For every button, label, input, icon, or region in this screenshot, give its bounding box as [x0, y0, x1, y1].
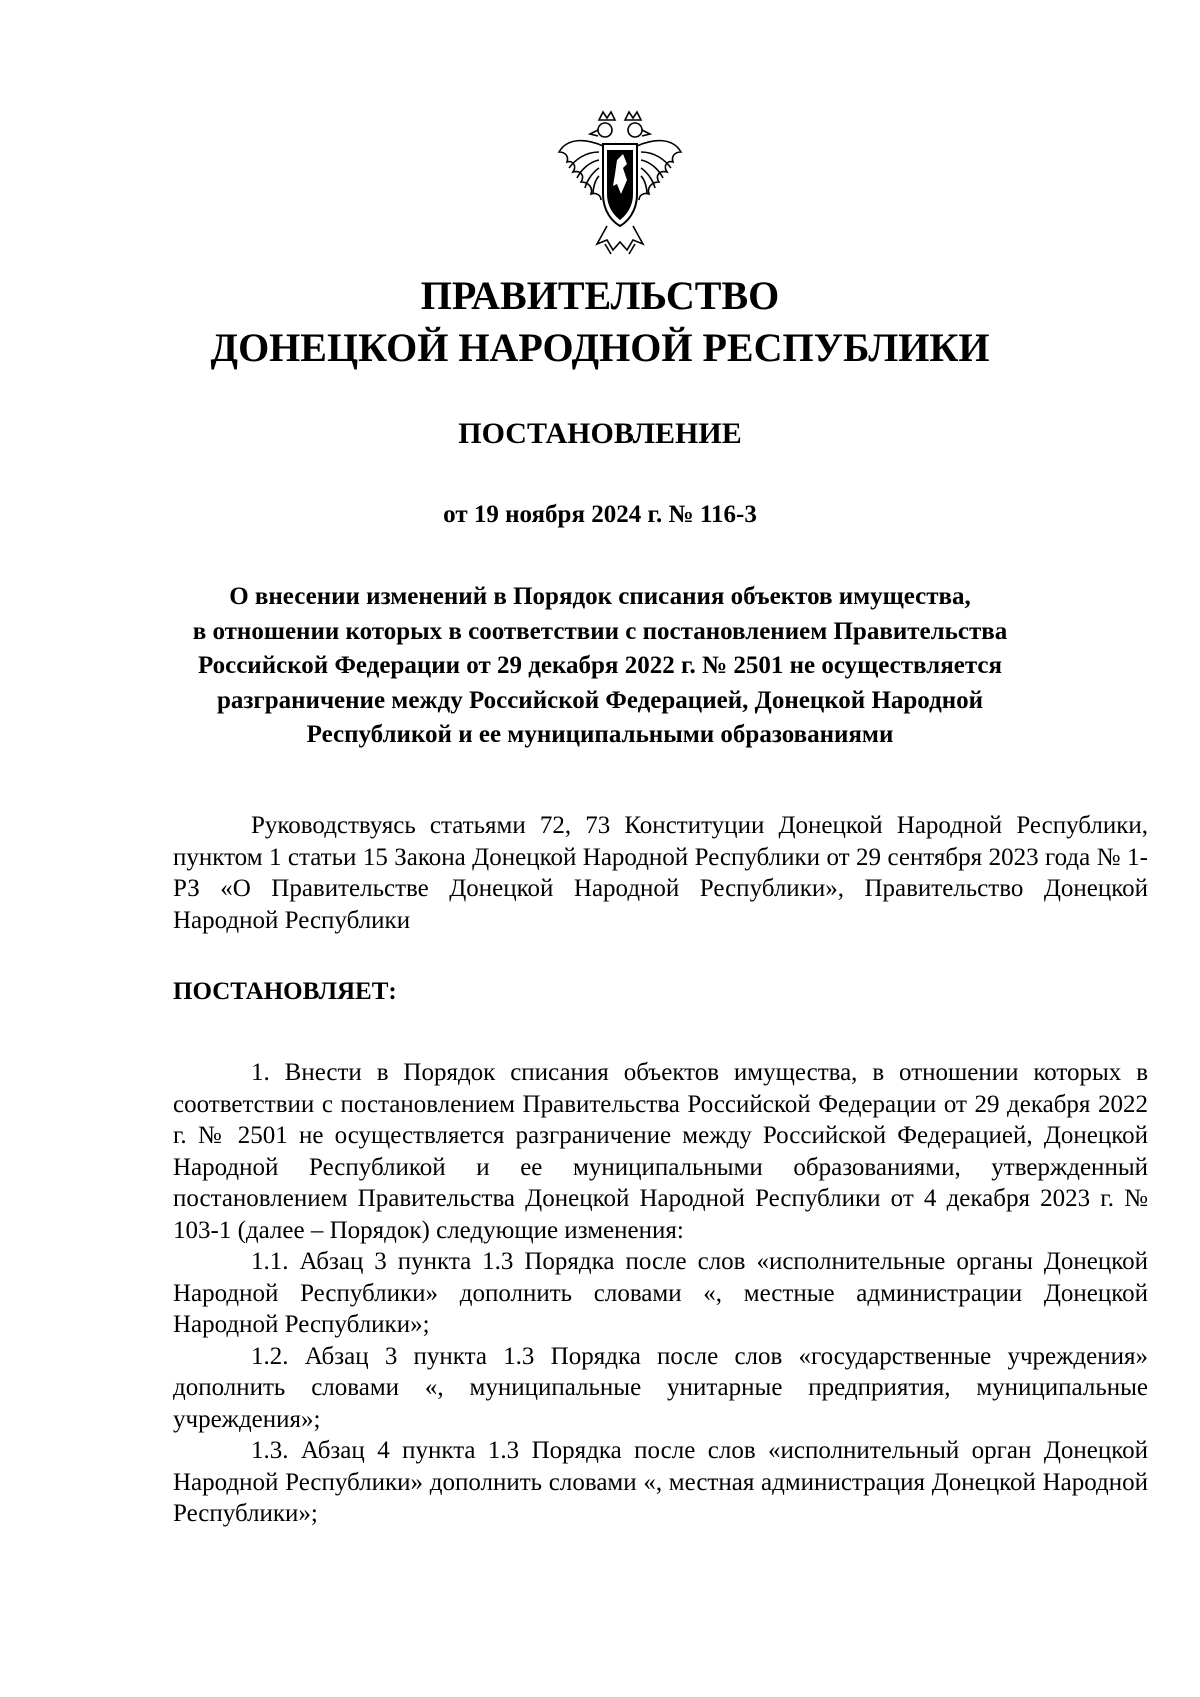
preamble-section [173, 810, 1148, 936]
subject-line: Республикой и ее муниципальными образованиями [306, 721, 894, 748]
subject-line: Российской Федерации от 29 декабря 2022 г. № 2501 не осуществляется [197, 652, 1003, 679]
coat-of-arms-icon [555, 108, 685, 260]
item-paragraph: 1.2. Абзац 3 пункта 1.3 Порядка после слов «государственные учреждения» дополнить словами «, муниципальные унитарные предприятия, муниципальные учреждения»; [173, 1342, 1148, 1433]
preamble-paragraph: Руководствуясь статьями 72, 73 Конституции Донецкой Народной Республики, пунктом 1 статьи 15 Закона Донецкой Народной Республики от 29 сентября 2023 года № 1-РЗ «О Правительстве Донецкой Народной Республики», Правительство Донецкой Народной Республики [173, 812, 1148, 934]
item-paragraph: 1.3. Абзац 4 пункта 1.3 Порядка после слов «исполнительный орган Донецкой Народной Республики» дополнить словами «, местная администрация Донецкой Народной Республики»; [173, 1437, 1148, 1527]
date-and-number: от 19 ноября 2024 г. № 116-3 [443, 501, 757, 528]
subject-line: в отношении которых в соответствии с постановлением Правительства [192, 617, 1008, 645]
decree-word: ПОСТАНОВЛЯЕТ: [173, 978, 397, 1005]
document-subject [120, 580, 1080, 753]
document-type: ПОСТАНОВЛЕНИЕ [458, 417, 742, 450]
items-section [173, 1057, 1148, 1530]
item-paragraph: 1. Внести в Порядок списания объектов имущества, в отношении которых в соответствии с постановлением Правительства Российской Федерации от 29 декабря 2022 г. № 2501 не осуществляется разграничение между Российской Федерацией, Донецкой Народной Республикой и ее муниципальными образованиями, утвержденный постановлением Правительства Донецкой Народной Республики от 4 декабря 2023 г. № 103-1 (далее – Порядок) следующие изменения: [173, 1059, 1148, 1244]
government-name-line2: ДОНЕЦКОЙ НАРОДНОЙ РЕСПУБЛИКИ [210, 325, 990, 370]
subject-line: разграничение между Российской Федерацией, Донецкой Народной [216, 686, 984, 714]
subject-line: О внесении изменений в Порядок списания объектов имущества, [229, 583, 971, 610]
item-paragraph: 1.1. Абзац 3 пункта 1.3 Порядка после слов «исполнительные органы Донецкой Народной Республики» дополнить словами «, местные администрации Донецкой Народной Республики»; [173, 1248, 1148, 1338]
government-name-line1: ПРАВИТЕЛЬСТВО [420, 273, 780, 318]
government-name [120, 270, 1080, 374]
